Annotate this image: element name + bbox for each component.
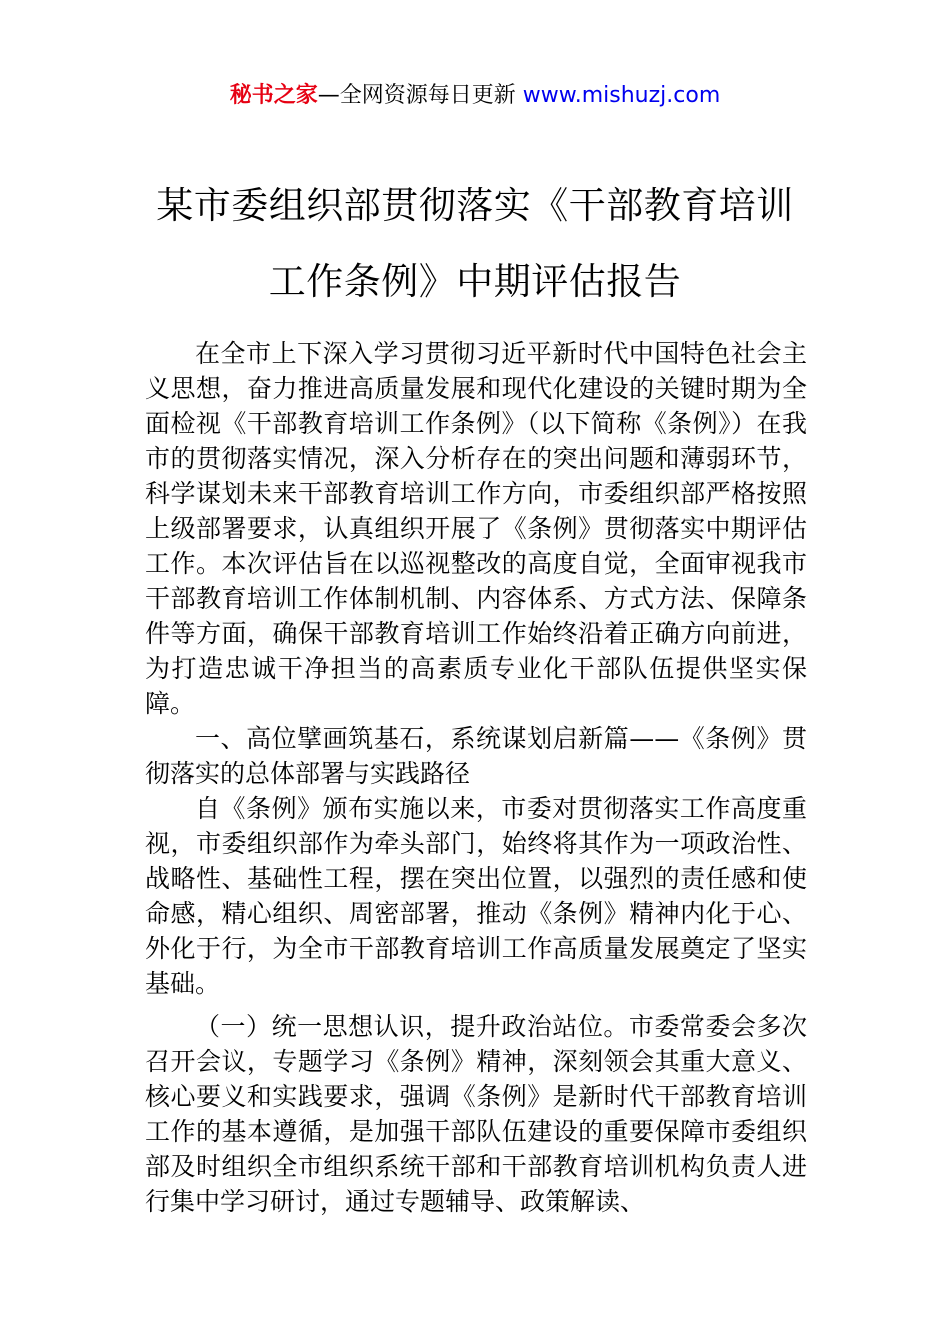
site-tagline: —全网资源每日更新 [317, 83, 516, 108]
body-paragraph: 自《条例》颁布实施以来，市委对贯彻落实工作高度重视，市委组织部作为牵头部门，始终将其作为一项政治性、战略性、基础性工程，摆在突出位置，以强烈的责任感和使命感，精心组织、周密部署，推动《条例》精神内化于心、外化于行，为全市干部教育培训工作高质量发展奠定了坚实基础。 [145, 794, 807, 998]
site-header [0, 80, 950, 112]
section-heading: 一、高位擘画筑基石，系统谋划启新篇——《条例》贯彻落实的总体部署与实践路径 [145, 724, 807, 788]
site-brand: 秘书之家 [229, 83, 318, 108]
intro-paragraph: 在全市上下深入学习贯彻习近平新时代中国特色社会主义思想，奋力推进高质量发展和现代化建设的关键时期为全面检视《干部教育培训工作条例》（以下简称《条例》）在我市的贯彻落实情况，深入分析存在的突出问题和薄弱环节，科学谋划未来干部教育培训工作方向，市委组织部严格按照上级部署要求，认真组织开展了《条例》贯彻落实中期评估工作。本次评估旨在以巡视整改的高度自觉，全面审视我市干部教育培训工作体制机制、内容体系、方式方法、保障条件等方面，确保干部教育培训工作始终沿着正确方向前进，为打造忠诚干净担当的高素质专业化干部队伍提供坚实保障。 [145, 339, 807, 718]
body-paragraph: （一）统一思想认识，提升政治站位。市委常委会多次召开会议，专题学习《条例》精神，深刻领会其重大意义、核心要义和实践要求，强调《条例》是新时代干部教育培训工作的基本遵循，是加强干部队伍建设的重要保障市委组织部及时组织全市组织系统干部和干部教育培训机构负责人进行集中学习研讨，通过专题辅导、政策解读、 [145, 1012, 807, 1216]
document-title: 某市委组织部贯彻落实《干部教育培训工作条例》中期评估报告 [156, 184, 794, 303]
site-url-link[interactable]: www.mishuzj.com [522, 83, 721, 108]
document-body [145, 336, 807, 1219]
